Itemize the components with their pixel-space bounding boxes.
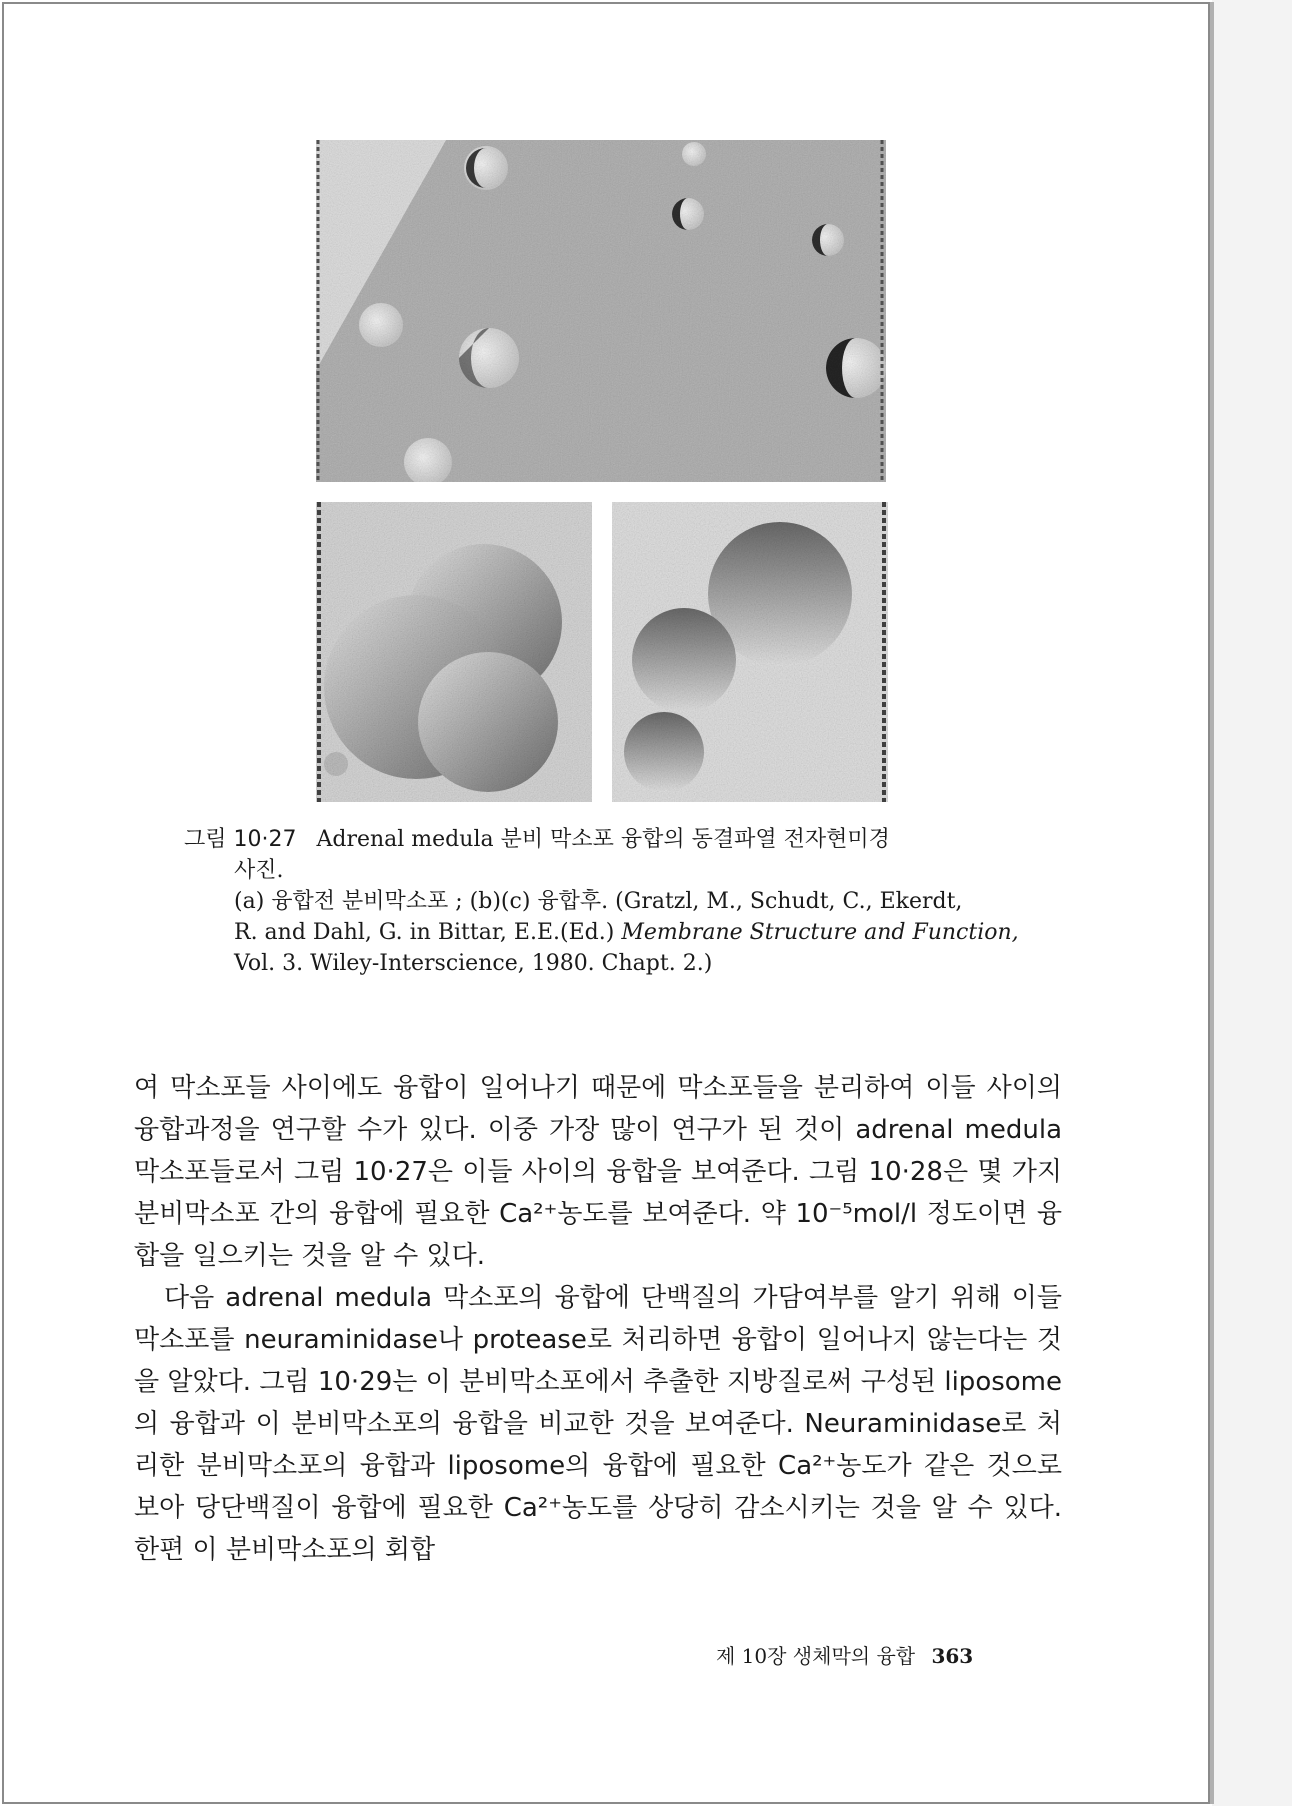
figure-detail-line: (a) 융합전 분비막소포 ; (b)(c) 융합후. (Gratzl, M., Schudt, C., Ekerdt, [234,889,963,914]
figure-citation: R. and Dahl, G. in Bittar, E.E.(Ed.) [234,920,615,945]
page-footer [716,1640,973,1669]
figure-caption [184,824,1034,979]
figure-detail-line: Vol. 3. Wiley-Interscience, 1980. Chapt. 2.) [234,951,713,976]
figure-detail-line [184,917,1034,948]
micrograph-c [612,502,888,802]
paragraph: 다음 adrenal medula 막소포의 융합에 단백질의 가담여부를 알기 위해 이들 막소포를 neuraminidase나 protease로 처리하면 융합이 일어나지 않는다는 것을 알았다. 그림 10·29는 이 분비막소포에서 추출한 지방질로써 구성된 liposome의 융합과 이 분비막소포의 융합을 비교한 것을 보여준다. Neuraminidase로 처리한 분비막소포의 융합과 liposome의 융합에 필요한 Ca²⁺농도가 같은 것으로 보아 당단백질이 융합에 필요한 Ca²⁺농도를 상당히 감소시키는 것을 알 수 있다. 한편 이 분비막소포의 회합 [134,1283,1062,1565]
figure-title-cont: 사진. [234,858,284,883]
figure-label: 그림 10·27 [184,827,297,852]
body-text [134,1067,1062,1571]
figure-title: Adrenal medula 분비 막소포 융합의 동결파열 전자현미경 [316,827,890,852]
chapter-running-head: 제 10장 생체막의 융합 [716,1644,916,1668]
page-gutter [1212,0,1292,1806]
micrograph-a [316,140,886,482]
paragraph: 여 막소포들 사이에도 융합이 일어나기 때문에 막소포들을 분리하여 이들 사이의 융합과정을 연구할 수가 있다. 이중 가장 많이 연구가 된 것이 adrenal medula 막소포들로서 그림 10·27은 이들 사이의 융합을 보여준다. 그림 10·28은 몇 가지 분비막소포 간의 융합에 필요한 Ca²⁺농도를 보여준다. 약 10⁻⁵mol/l 정도이면 융합을 일으키는 것을 알 수 있다. [134,1073,1062,1271]
figure-book-title: Membrane Structure and Function, [621,920,1019,945]
micrograph-b [316,502,592,802]
page-number: 363 [931,1644,974,1668]
